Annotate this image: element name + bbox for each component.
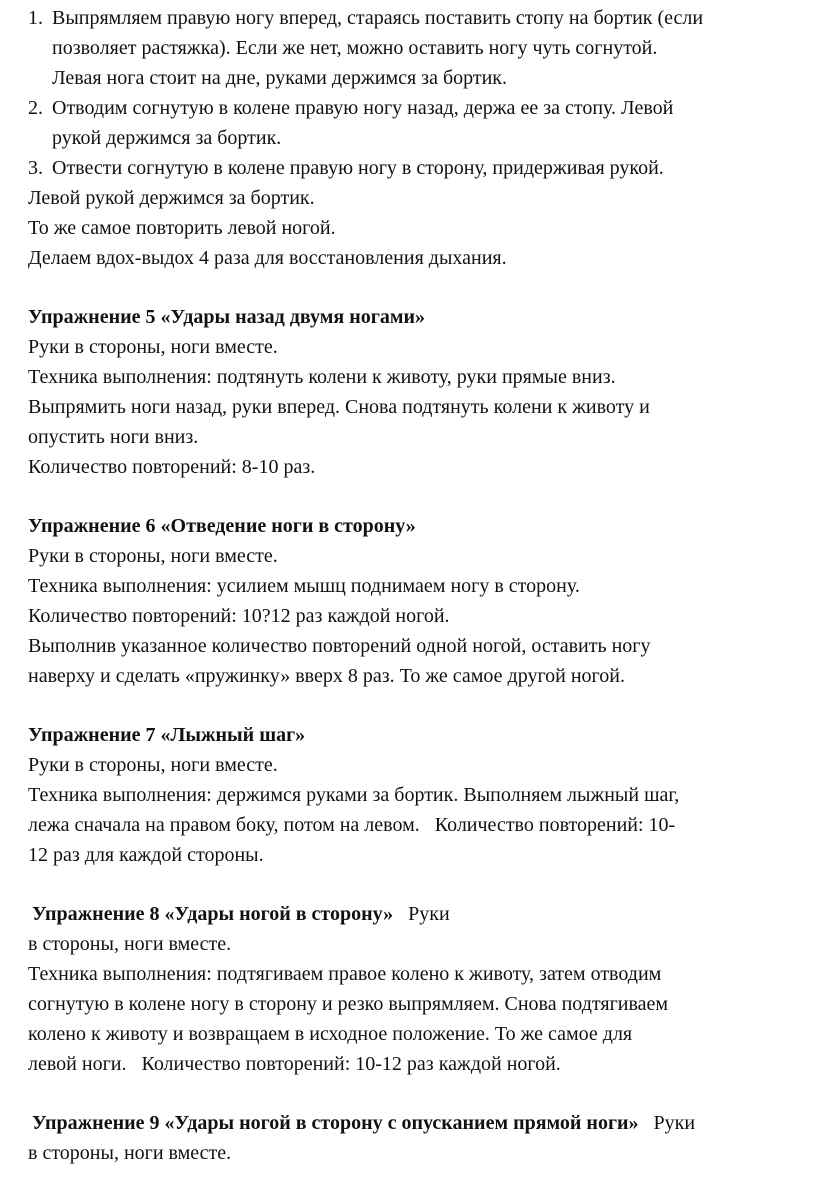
text-line: Руки в стороны, ноги вместе. (28, 336, 278, 358)
text-line: Количество повторений: 8-10 раз. (28, 456, 316, 478)
text-line: Выпрямляем правую ногу вперед, стараясь поставить стопу на бортик (если (52, 7, 704, 29)
text-line: Техника выполнения: подтянуть колени к животу, руки прямые вниз. (28, 366, 616, 388)
exercise-title-line (28, 899, 788, 929)
list-number: 3. (28, 157, 43, 179)
text-line: Левая нога стоит на дне, руками держимся за бортик. (52, 67, 508, 89)
title-tail-text: Руки (638, 1112, 696, 1134)
list-number: 2. (28, 97, 43, 119)
text-line: Выпрямить ноги назад, руки вперед. Снова подтянуть колени к животу и (28, 396, 650, 418)
text-line: колено к животу и возвращаем в исходное положение. То же самое для (28, 1023, 633, 1045)
text-line: Делаем вдох-выдох 4 раза для восстановления дыхания. (28, 247, 507, 269)
paragraph-gap (28, 691, 788, 720)
exercise-7 (28, 720, 788, 870)
exercise-5 (28, 302, 788, 482)
text-line: Левой рукой держимся за бортик. (28, 187, 315, 209)
list-item-3 (28, 153, 788, 183)
exercise-title: Упражнение 7 «Лыжный шаг» (28, 724, 306, 746)
text-line: Техника выполнения: подтягиваем правое колено к животу, затем отводим (28, 963, 662, 985)
list-item-1 (28, 3, 788, 93)
text-line: левой ноги. Количество повторений: 10-12 раз каждой ногой. (28, 1053, 561, 1075)
text-line: Техника выполнения: усилием мышц поднимаем ногу в сторону. (28, 575, 580, 597)
text-line: лежа сначала на правом боку, потом на левом. Количество повторений: 10- (28, 814, 676, 836)
text-line: опустить ноги вниз. (28, 426, 199, 448)
text-line: рукой держимся за бортик. (52, 127, 282, 149)
exercise-title: Упражнение 9 «Удары ногой в сторону с опусканием прямой ноги» (32, 1112, 639, 1134)
text-line: Отводим согнутую в колене правую ногу назад, держа ее за стопу. Левой (52, 97, 674, 119)
text-line: Техника выполнения: держимся руками за бортик. Выполняем лыжный шаг, (28, 784, 680, 806)
text-line: Выполнив указанное количество повторений одной ногой, оставить ногу (28, 635, 651, 657)
title-tail-text: Руки (393, 903, 450, 925)
text-line: Руки в стороны, ноги вместе. (28, 754, 278, 776)
text-line: То же самое повторить левой ногой. (28, 217, 336, 239)
text-line: в стороны, ноги вместе. (28, 1142, 232, 1164)
list-number: 1. (28, 7, 43, 29)
exercise-title: Упражнение 6 «Отведение ноги в сторону» (28, 515, 416, 537)
exercise-title: Упражнение 5 «Удары назад двумя ногами» (28, 306, 425, 328)
exercise-6 (28, 511, 788, 691)
text-line: Отвести согнутую в колене правую ногу в сторону, придерживая рукой. (52, 157, 664, 179)
text-line: Руки в стороны, ноги вместе. (28, 545, 278, 567)
paragraph-gap (28, 482, 788, 511)
list-item-2 (28, 93, 788, 153)
paragraph-gap (28, 870, 788, 899)
exercise-8 (28, 899, 788, 1079)
text-line: 12 раз для каждой стороны. (28, 844, 264, 866)
text-line: согнутую в колене ногу в сторону и резко выпрямляем. Снова подтягиваем (28, 993, 669, 1015)
text-line: позволяет растяжка). Если же нет, можно оставить ногу чуть согнутой. (52, 37, 658, 59)
text-line: Количество повторений: 10?12 раз каждой ногой. (28, 605, 450, 627)
paragraph-gap (28, 273, 788, 302)
text-line: наверху и сделать «пружинку» вверх 8 раз. То же самое другой ногой. (28, 665, 625, 687)
exercise-title: Упражнение 8 «Удары ногой в сторону» (32, 903, 394, 925)
paragraph-gap (28, 1079, 788, 1108)
text-line: в стороны, ноги вместе. (28, 933, 232, 955)
exercise-title-line (28, 1108, 788, 1138)
exercise-9 (28, 1108, 788, 1168)
